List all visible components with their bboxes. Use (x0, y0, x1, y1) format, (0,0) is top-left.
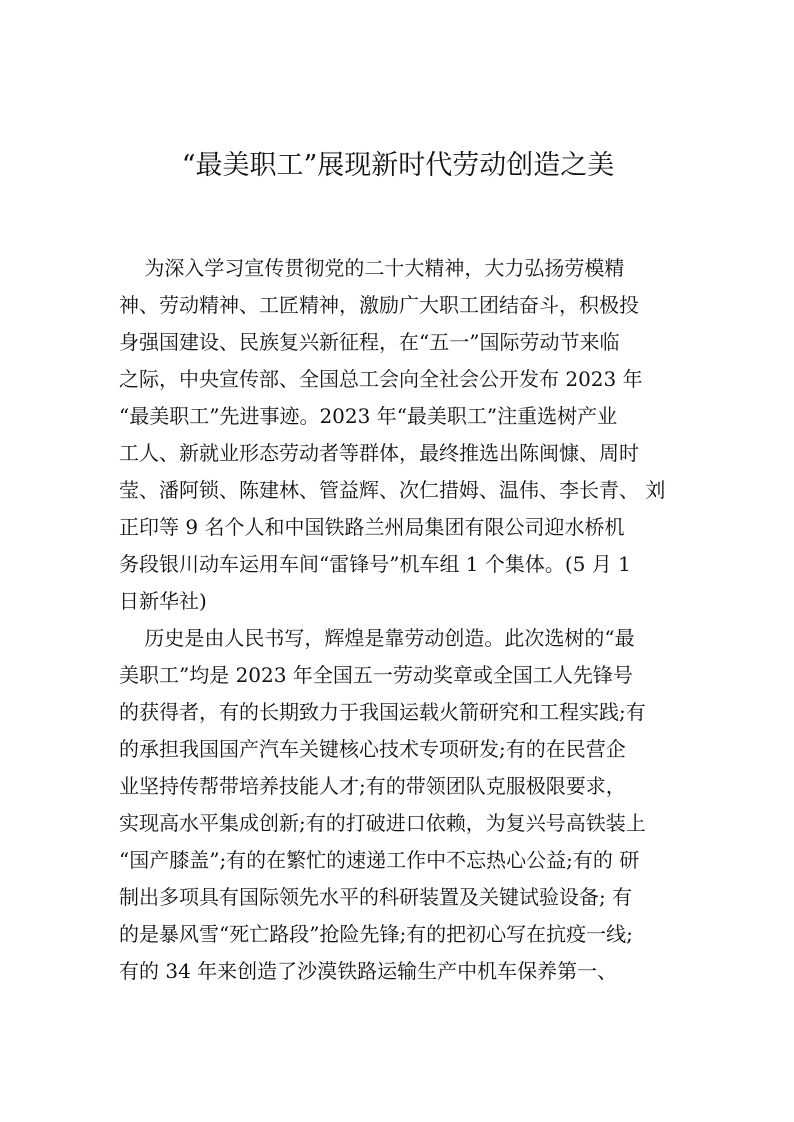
paragraph-line: 有的 34 年来创造了沙漠铁路运输生产中机车保养第一、 (119, 959, 618, 983)
paragraph-line: 的是暴风雪“死亡路段”抢险先锋;有的把初心写在抗疫一线; (119, 922, 633, 946)
paragraph-line: “最美职工”先进事迹。2023 年“最美职工”注重选树产业 (119, 404, 618, 428)
paragraph-line: 正印等 9 名个人和中国铁路兰州局集团有限公司迎水桥机 (119, 515, 625, 539)
paragraph-line: 实现高水平集成创新;有的打破进口依赖，为复兴号高铁装上 (119, 811, 646, 835)
paragraph-1 (119, 250, 679, 620)
paragraph-line: 业坚持传帮带培养技能人才;有的带领团队克服极限要求， (119, 774, 626, 798)
paragraph-line: 的获得者，有的长期致力于我国运载火箭研究和工程实践;有 (119, 700, 646, 724)
paragraph-line: 神、劳动精神、工匠精神，激励广大职工团结奋斗，积极投 (119, 293, 639, 317)
paragraph-2 (119, 620, 679, 990)
paragraph-line: 美职工”均是 2023 年全国五一劳动奖章或全国工人先锋号 (119, 663, 633, 687)
paragraph-line: 制出多项具有国际领先水平的科研装置及关键试验设备; 有 (119, 885, 633, 909)
paragraph-line: 工人、新就业形态劳动者等群体，最终推选出陈闽慷、周时 (119, 441, 639, 465)
document-body (119, 250, 679, 990)
paragraph-line: 日新华社) (119, 589, 207, 613)
paragraph-line: 莹、潘阿锁、陈建林、管益辉、次仁措姆、温伟、李长青、 刘 (119, 478, 666, 502)
document-title: “最美职工”展现新时代劳动创造之美 (181, 150, 615, 181)
paragraph-line: 之际，中央宣传部、全国总工会向全社会公开发布 2023 年 (119, 367, 643, 391)
paragraph-line: 历史是由人民书写，辉煌是靠劳动创造。此次选树的“最 (119, 626, 635, 650)
paragraph-line: 身强国建设、民族复兴新征程，在“五一”国际劳动节来临 (119, 330, 620, 354)
paragraph-line: 为深入学习宣传贯彻党的二十大精神，大力弘扬劳模精 (119, 256, 625, 280)
paragraph-line: “国产膝盖”;有的在繁忙的速递工作中不忘热心公益;有的 研 (119, 848, 640, 872)
paragraph-line: 的承担我国国产汽车关键核心技术专项研发;有的在民营企 (119, 737, 626, 761)
paragraph-line: 务段银川动车运用车间“雷锋号”机车组 1 个集体。(5 月 1 (119, 552, 631, 576)
